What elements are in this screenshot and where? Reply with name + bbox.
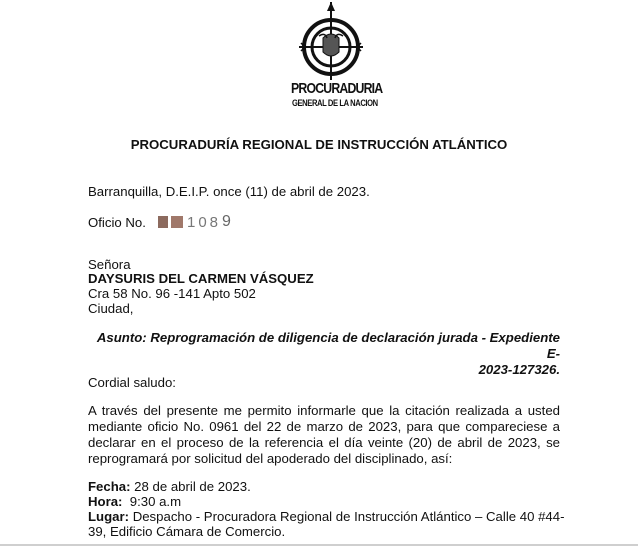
fecha-value: 28 de abril de 2023.: [130, 479, 251, 494]
body-line: A través del presente me permito informarle que la citación realizada a usted: [88, 403, 560, 418]
recipient-name: DAYSURIS DEL CARMEN VÁSQUEZ: [88, 271, 314, 286]
subject-line-1: Asunto: Reprogramación de diligencia de declaración jurada - Expediente E-: [96, 330, 560, 361]
subject: [88, 330, 560, 378]
recipient-address: Cra 58 No. 96 -141 Apto 502: [88, 286, 256, 301]
oficio-number-last-digit: 9: [222, 213, 231, 230]
detail-lugar-line2: 39, Edificio Cámara de Comercio.: [88, 524, 286, 539]
lugar-value: Despacho - Procuradora Regional de Instrucción Atlántico – Calle 40 #44-: [129, 509, 565, 524]
lugar-label: Lugar:: [88, 509, 130, 524]
hora-label: Hora:: [88, 494, 123, 509]
oficio-number-stamp: [158, 212, 231, 232]
recipient-city: Ciudad,: [88, 301, 134, 316]
body-line: declarar en el proceso de la referencia el día veinte (20) de abril de 2023, se: [88, 435, 560, 450]
document-heading: PROCURADURÍA REGIONAL DE INSTRUCCIÓN ATLÁNTICO: [130, 137, 508, 152]
detail-hora: [88, 494, 181, 509]
procuraduria-seal-icon: [299, 2, 363, 80]
hora-value: 9:30 a.m: [122, 494, 182, 509]
oficio-label: Oficio No.: [88, 215, 146, 230]
date-line: Barranquilla, D.E.I.P. once (11) de abril de 2023.: [88, 184, 370, 199]
stamp-block-icon: [158, 216, 168, 228]
body-paragraph: [88, 403, 560, 467]
logo-subtitle: GENERAL DE LA NACION: [292, 98, 378, 109]
recipient-salutation: Señora: [88, 257, 131, 272]
stamp-seal-icon: [171, 216, 183, 228]
greeting: Cordial saludo:: [88, 375, 176, 390]
subject-line-2: 2023-127326.: [478, 362, 560, 377]
logo-title: PROCURADURIA: [291, 80, 383, 97]
detail-fecha: [88, 479, 251, 494]
body-line: mediante oficio No. 0961 del 22 de marzo de 2023, para que compareciese a: [88, 419, 560, 434]
fecha-label: Fecha:: [88, 479, 131, 494]
body-line: reprogramará por solicitud del apoderado del disciplinado, así:: [88, 451, 453, 466]
procuraduria-logo: [291, 2, 383, 114]
oficio-number: 108: [187, 213, 222, 231]
detail-lugar: [88, 509, 564, 524]
